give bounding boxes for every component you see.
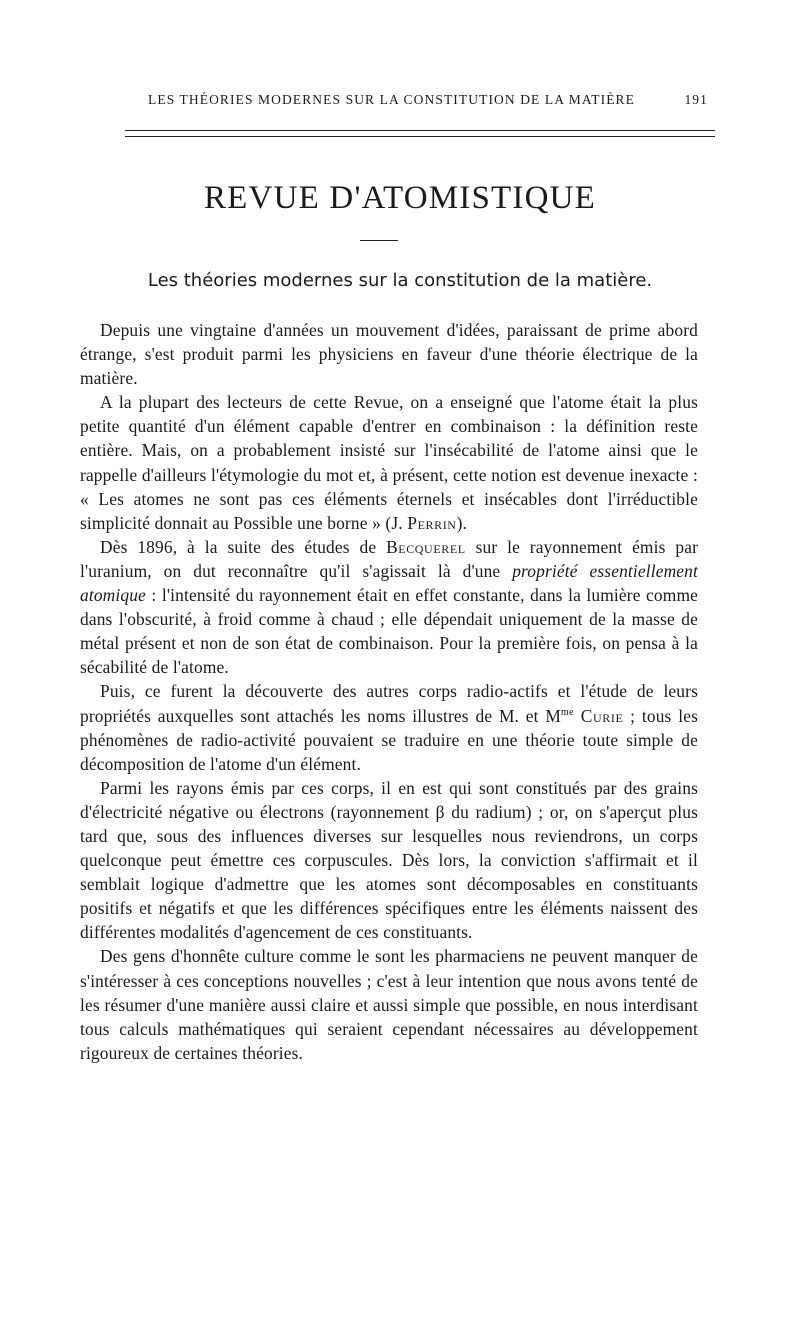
- paragraph-1: Depuis une vingtaine d'années un mouvement d'idées, paraissant de prime abord étrange, s'est produit parmi les physiciens en faveur d'une théorie électrique de la matière.: [80, 320, 698, 389]
- title-divider: [360, 240, 398, 241]
- paragraph-3-b: sur le rayonnement émis par l'uranium, on dut reconnaître qu'il s'agissait là d'une: [80, 536, 699, 581]
- paragraph-5: Parmi les rayons émis par ces corps, il en est qui sont constitués par des grains d'électricité négative ou électrons (rayonnement β du radium) ; or, on s'aperçut plus tard que, sous des influences diverses sur lesquelles nous reviendrons, un corps quelconque peut émettre ces corpuscules. Dès lors, la conviction s'affirmait et il semblait logique d'admettre que les atomes sont décomposables en constituants positifs et négatifs et que les différences spécifiques entre les éléments naissent des différentes modalités d'agencement de ces constituants.: [80, 777, 698, 943]
- article-subtitle: Les théories modernes sur la constitution de la matière.: [147, 270, 653, 291]
- author-perrin: Perrin: [407, 512, 457, 533]
- article-body: [80, 318, 698, 1065]
- paragraph-3-c: : l'intensité du rayonnement était en effet constante, dans la lumière comme dans l'obscurité, à froid comme à chaud ; elle dépendait uniquement de la masse de métal présent et non de son état de combinaison. Pour la première fois, on pensa à la sécabilité de l'atome.: [80, 585, 698, 678]
- superscript-me: me: [561, 706, 574, 718]
- paragraph-3-a: Dès 1896, à la suite des études de: [100, 536, 387, 557]
- header-rule-bottom: [125, 136, 715, 137]
- paragraph-4-a: Puis, ce furent la découverte des autres corps radio-actifs et l'étude de leurs propriétés auxquelles sont attachés les noms illustres de M. et M: [80, 681, 698, 726]
- article-title: REVUE D'ATOMISTIQUE: [203, 180, 597, 216]
- italic-phrase: propriété essentiellement atomique: [80, 560, 698, 606]
- paragraph-4: [80, 679, 698, 775]
- paragraph-2: [80, 390, 698, 535]
- page-number: 191: [684, 92, 708, 107]
- running-title: LES THÉORIES MODERNES SUR LA CONSTITUTION DE LA MATIÈRE: [148, 92, 636, 107]
- paragraph-4-b: ; tous les phénomènes de radio-activité pouvaient se traduire en une théorie toute simple de décomposition de l'atome d'un élément.: [80, 705, 699, 774]
- paragraph-2-text: A la plupart des lecteurs de cette Revue, on a enseigné que l'atome était la plus petite quantité d'un élément capable d'entrer en combinaison : la définition reste entière. Mais, on a probablement insisté sur l'insécabilité de l'atome ainsi que le rappelle d'ailleurs l'étymologie du mot et, à présent, cette notion est devenue inexacte : « Les atomes ne sont pas ces éléments éternels et insécables dont l'irréductible simplicité donnait au Possible une borne » (J.: [80, 392, 698, 533]
- paragraph-3: [80, 535, 698, 680]
- header-rule-top: [125, 130, 715, 131]
- name-becquerel: Becquerel: [386, 536, 466, 557]
- name-curie: Curie: [573, 705, 624, 726]
- paragraph-2-end: ).: [456, 512, 468, 533]
- paragraph-6: Des gens d'honnête culture comme le sont les pharmaciens ne peuvent manquer de s'intéresser à ces conceptions nouvelles ; c'est à leur intention que nous avons tenté de les résumer d'une manière aussi claire et aussi simple que possible, en nous interdisant tous calculs mathématiques qui seraient cependant nécessaires au développement rigoureux de certaines théories.: [80, 946, 698, 1063]
